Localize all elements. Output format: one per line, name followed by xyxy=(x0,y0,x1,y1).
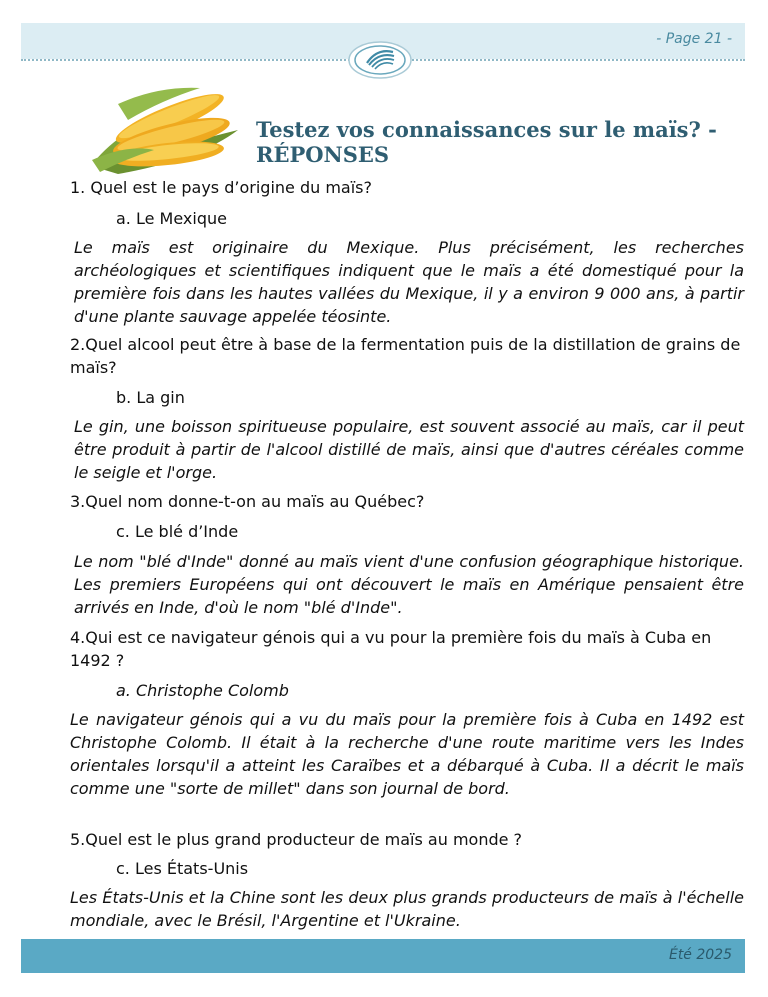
circular-wave-logo-icon xyxy=(347,40,413,80)
question-1: 1. Quel est le pays d’origine du maïs? xyxy=(70,178,372,197)
question-5: 5.Quel est le plus grand producteur de maïs au monde ? xyxy=(70,830,523,849)
question-2: 2.Quel alcool peut être à base de la fermentation puis de la distillation de grains de maïs? xyxy=(70,335,741,377)
page-number: - Page 21 - xyxy=(656,31,732,47)
answer-2: b. La gin xyxy=(116,388,185,407)
footer-band xyxy=(21,939,745,973)
explanation-4: Le navigateur génois qui a vu du maïs pour la première fois à Cuba en 1492 est Christophe Colomb. Il était à la recherche d'une route maritime vers les Indes orientales lorsqu'il a atteint les Caraïbes et a débarqué à Cuba. Il a décrit le maïs comme une "sorte de millet" dans son journal de bord. xyxy=(70,710,744,798)
corn-cob-icon xyxy=(88,80,248,176)
explanation-1: Le maïs est originaire du Mexique. Plus précisément, les recherches archéologiques et scientifiques indiquent que le maïs a été domestiqué pour la première fois dans les hautes vallées du Mexique, il y a environ 9 000 ans, à partir d'une plante sauvage appelée téosinte. xyxy=(74,238,744,326)
answer-4: a. Christophe Colomb xyxy=(116,681,289,700)
answer-1: a. Le Mexique xyxy=(116,209,227,228)
question-4: 4.Qui est ce navigateur génois qui a vu pour la première fois du maïs à Cuba en 1492 ? xyxy=(70,628,712,670)
explanation-3: Le nom "blé d'Inde" donné au maïs vient d'une confusion géographique historique. Les premiers Européens qui ont découvert le maïs en Amérique pensaient être arrivés en Inde, d'où le nom "blé d'Inde". xyxy=(74,552,744,617)
footer-season: Été 2025 xyxy=(668,947,732,963)
answer-3: c. Le blé d’Inde xyxy=(116,522,239,541)
page-title: Testez vos connaissances sur le maïs? - RÉPONSES xyxy=(256,117,717,167)
question-3: 3.Quel nom donne-t-on au maïs au Québec? xyxy=(70,492,425,511)
explanation-5: Les États-Unis et la Chine sont les deux plus grands producteurs de maïs à l'échelle mondiale, avec le Brésil, l'Argentine et l'Ukraine. xyxy=(70,888,744,930)
answer-5: c. Les États-Unis xyxy=(116,859,249,878)
explanation-2: Le gin, une boisson spiritueuse populaire, est souvent associé au maïs, car il peut être produit à partir de l'alcool distillé de maïs, ainsi que d'autres céréales comme le seigle et l'orge. xyxy=(74,417,744,482)
